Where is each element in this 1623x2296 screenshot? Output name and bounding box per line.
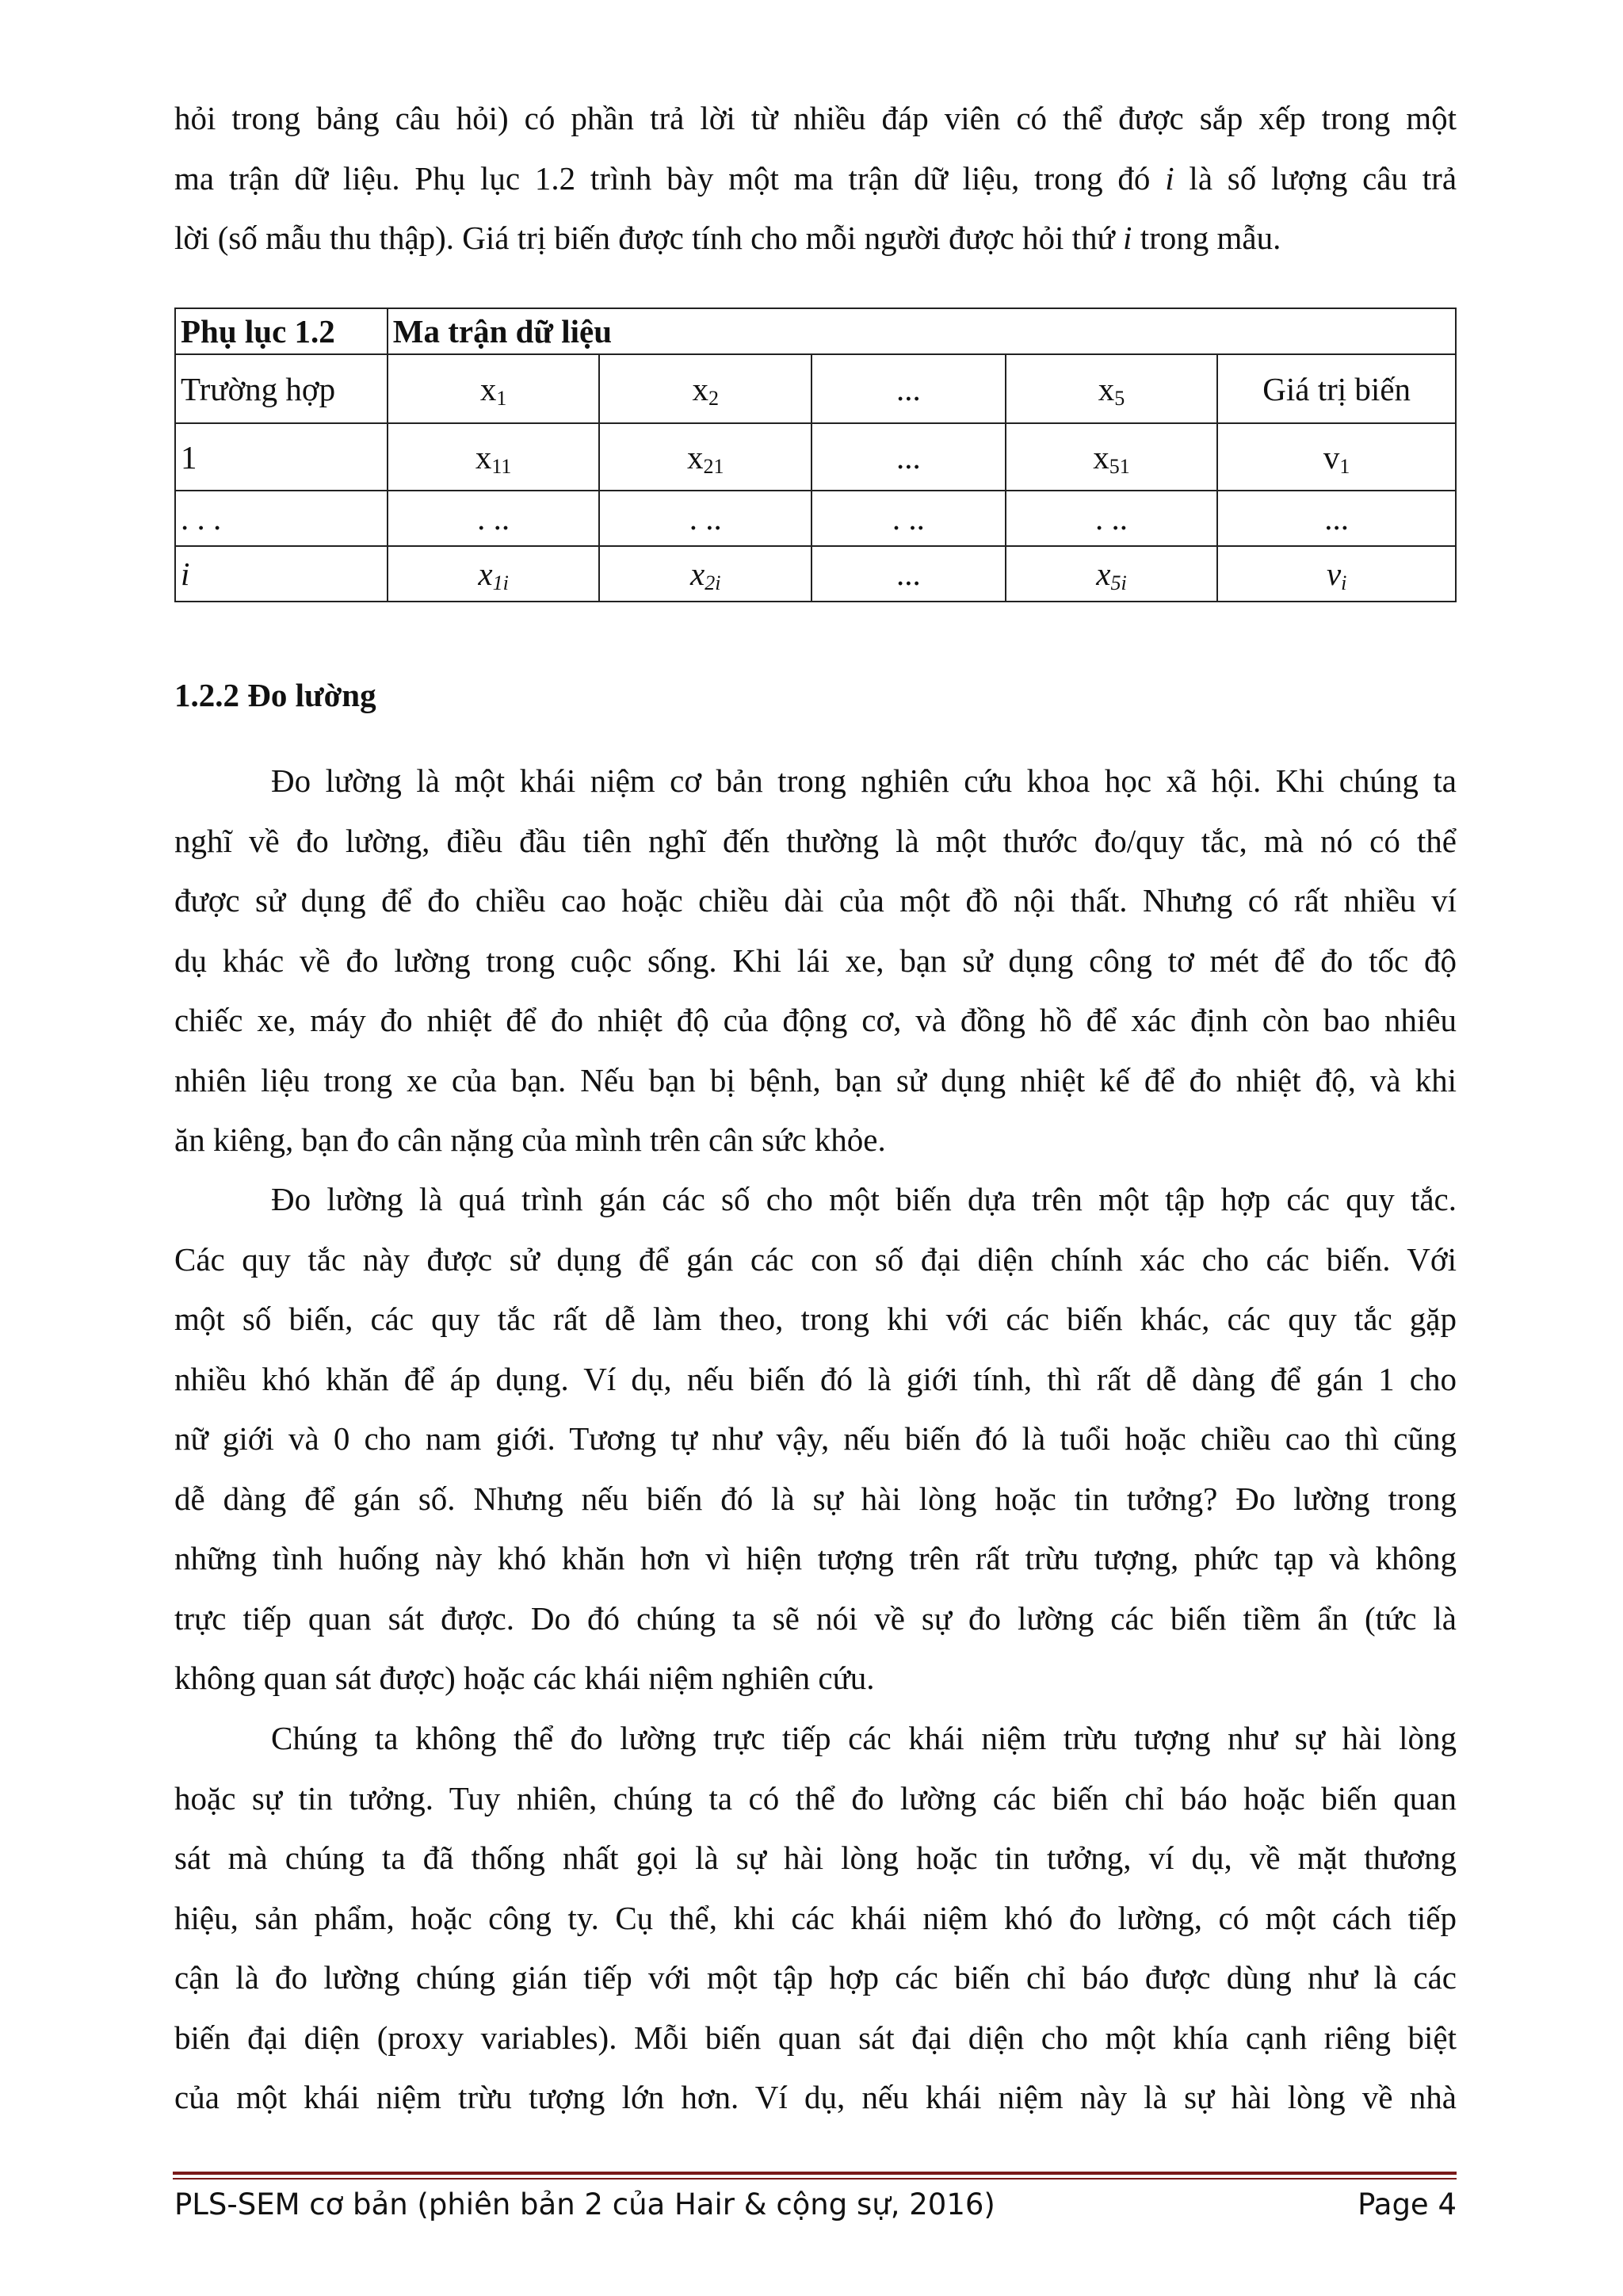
text-line: Chúng ta không thể đo lường trực tiếp các khái niệm trừu tượng như sự hài lòng (271, 1720, 1457, 1756)
table-cell: . .. (599, 491, 812, 546)
page-number: Page 4 (1358, 2187, 1457, 2222)
table-cell: $x_{51}$ (1006, 423, 1218, 491)
data-matrix-table (174, 308, 1457, 602)
text-line: không quan sát được) hoặc các khái niệm nghiên cứu. (174, 1660, 875, 1696)
intro-paragraph (174, 89, 1457, 269)
table-cell: $v_1$ (1217, 423, 1456, 491)
table-cell: $x_2$ (599, 354, 812, 423)
text-line: nhiều khó khăn để áp dụng. Ví dụ, nếu biến đó là giới tính, thì rất dễ dàng để gán 1 cho (174, 1360, 1457, 1397)
text-line: nghĩ về đo lường, điều đầu tiên nghĩ đến thường là một thước đo/quy tắc, mà nó có thể (174, 822, 1457, 859)
text-line: Đo lường là quá trình gán các số cho một biến dựa trên một tập hợp các quy tắc. (271, 1181, 1457, 1217)
table-cell: $x_1$ (388, 354, 600, 423)
table-cell: $x_{5i}$ (1006, 546, 1218, 602)
text-line: những tình huống này khó khăn hơn vì hiện tượng trên rất trừu tượng, phức tạp và không (174, 1540, 1457, 1576)
table-cell: i (175, 546, 388, 602)
table-row (175, 423, 1456, 491)
text-line: nữ giới và 0 cho nam giới. Tương tự như vậy, nếu biến đó là tuổi hoặc chiều cao thì cũng (174, 1420, 1457, 1457)
table-cell: $v_i$ (1217, 546, 1456, 602)
table-title-row (175, 308, 1456, 354)
table-cell: . . . (175, 491, 388, 546)
text-line: biến đại diện (proxy variables). Mỗi biến quan sát đại diện cho một khía cạnh riêng biệt (174, 2019, 1457, 2056)
text-line: dụ khác về đo lường trong cuộc sống. Khi lái xe, bạn sử dụng công tơ mét để đo tốc độ (174, 942, 1457, 979)
text-line: hiệu, sản phẩm, hoặc công ty. Cụ thể, khi các khái niệm khó đo lường, có một cách tiếp (174, 1899, 1457, 1936)
footer-divider-thin (173, 2178, 1457, 2179)
table-cell: . .. (812, 491, 1006, 546)
table-cell: . .. (1006, 491, 1218, 546)
table-cell: $x_{2i}$ (599, 546, 812, 602)
text-line: cận là đo lường chúng gián tiếp với một tập hợp các biến chỉ báo được dùng như là các (174, 1959, 1457, 1996)
table-title: Ma trận dữ liệu (388, 308, 1456, 354)
table-cell: ... (812, 354, 1006, 423)
text-line: chiếc xe, máy đo nhiệt để đo nhiệt độ của động cơ, và đồng hồ để xác định còn bao nhiêu (174, 1002, 1457, 1038)
table-cell: $x_{11}$ (388, 423, 600, 491)
table-cell: $x_5$ (1006, 354, 1218, 423)
table-cell: 1 (175, 423, 388, 491)
text-line: hoặc sự tin tưởng. Tuy nhiên, chúng ta có thể đo lường các biến chỉ báo hoặc biến quan (174, 1779, 1457, 1817)
footer-title: PLS-SEM cơ bản (phiên bản 2 của Hair & cộng sự, 2016) (174, 2187, 995, 2222)
text-line: được sử dụng để đo chiều cao hoặc chiều dài của một đồ nội thất. Nhưng có rất nhiều ví (174, 882, 1457, 919)
table-cell: Trường hợp (175, 354, 388, 423)
text-line: dễ dàng để gán số. Nhưng nếu biến đó là sự hài lòng hoặc tin tưởng? Đo lường trong (174, 1480, 1457, 1517)
footer-divider (173, 2172, 1457, 2175)
section-heading: 1.2.2 Đo lường (174, 677, 376, 713)
text-line: trực tiếp quan sát được. Do đó chúng ta sẽ nói về sự đo lường các biến tiềm ẩn (tức là (174, 1599, 1457, 1637)
text-line: sát mà chúng ta đã thống nhất gọi là sự hài lòng hoặc tin tưởng, ví dụ, về mặt thương (174, 1839, 1457, 1876)
paragraph-3 (174, 1709, 1457, 2128)
table-cell: $x_{1i}$ (388, 546, 600, 602)
table-cell: ... (812, 546, 1006, 602)
text-line: một số biến, các quy tắc rất dễ làm theo, trong khi với các biến khác, các quy tắc gặp (174, 1301, 1457, 1337)
paragraph-2 (174, 1170, 1457, 1709)
table-cell: . .. (388, 491, 600, 546)
table-cell: $x_{21}$ (599, 423, 812, 491)
table-cell: ... (812, 423, 1006, 491)
table-header-row (175, 354, 1456, 423)
text-line: Đo lường là một khái niệm cơ bản trong nghiên cứu khoa học xã hội. Khi chúng ta (271, 762, 1457, 799)
text-line: của một khái niệm trừu tượng lớn hơn. Ví dụ, nếu khái niệm này là sự hài lòng về nhà (174, 2079, 1457, 2115)
text-line: hỏi trong bảng câu hỏi) có phần trả lời từ nhiều đáp viên có thể được sắp xếp trong một (174, 100, 1457, 136)
text-line: lời (số mẫu thu thập). Giá trị biến được tính cho mỗi người được hỏi thứ i trong mẫu. (174, 220, 1281, 256)
table-cell: ... (1217, 491, 1456, 546)
table-row (175, 546, 1456, 602)
text-line: ma trận dữ liệu. Phụ lục 1.2 trình bày một ma trận dữ liệu, trong đó i là số lượng câu trả (174, 159, 1457, 197)
paragraph-1 (174, 751, 1457, 1171)
text-line: Các quy tắc này được sử dụng để gán các con số đại diện chính xác cho các biến. Với (174, 1240, 1457, 1278)
text-line: ăn kiêng, bạn đo cân nặng của mình trên cân sức khỏe. (174, 1121, 886, 1158)
table-row (175, 491, 1456, 546)
text-line: nhiên liệu trong xe của bạn. Nếu bạn bị bệnh, bạn sử dụng nhiệt kế để đo nhiệt độ, và khi (174, 1061, 1457, 1098)
table-label: Phụ lục 1.2 (175, 308, 388, 354)
table-cell: Giá trị biến (1217, 354, 1456, 423)
